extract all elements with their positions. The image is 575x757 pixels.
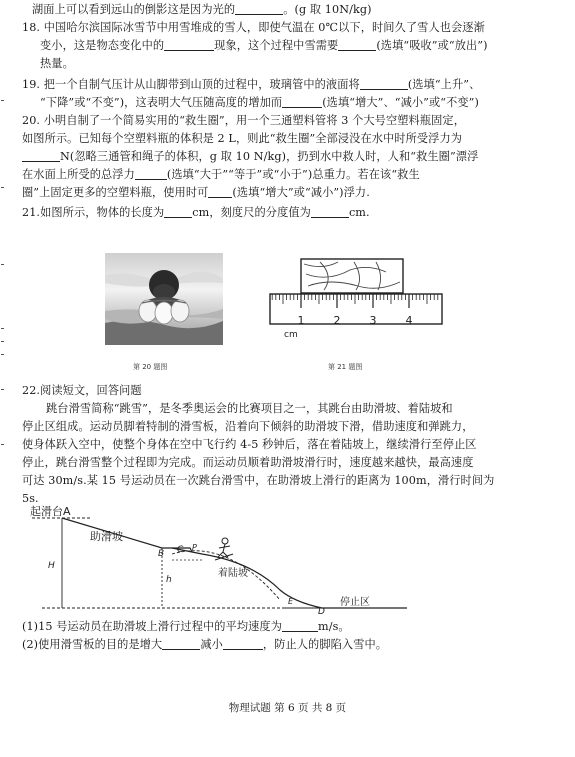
ruler-tick-label: 4	[405, 314, 413, 327]
bottle-icon	[171, 300, 189, 322]
question-19	[22, 78, 545, 92]
text-segment: (选填“大于”“等于”或“小于”)总重力。若在该“救生	[166, 168, 420, 181]
question-20-line-2: 如图所示。已知每个空塑料瓶的体积是 2 L，则此“救生圈”全部浸没在水中时所受浮力为	[22, 132, 463, 145]
answer-blank[interactable]	[135, 168, 167, 180]
passage-line: 可达 30m/s.某 15 号运动员在一次跳台滑雪中，在助滑坡上滑行的距离为 100m，滑行时间为	[22, 474, 495, 487]
answer-blank[interactable]	[208, 186, 232, 198]
question-18-line-3: 热量。	[40, 57, 74, 70]
question-20-line-4	[22, 168, 545, 182]
bottle-icon	[139, 300, 157, 322]
sub-question-2	[22, 638, 545, 652]
answer-blank[interactable]	[338, 39, 376, 51]
answer-blank[interactable]	[22, 150, 60, 162]
figure-20-photo	[105, 253, 223, 345]
text-segment: “下降”或“不变”)，这表明大气压随高度的增加而	[40, 96, 283, 109]
text-segment: (选填“上升”、	[407, 78, 481, 91]
label-P: P	[192, 543, 197, 552]
label-start-platform: 起滑台A	[30, 505, 71, 518]
label-C: C	[177, 545, 184, 555]
question-17-tail	[32, 3, 545, 17]
passage-line: 停止区组成。运动员脚着特制的滑雪板，沿着向下倾斜的助滑坡下滑，借助速度和弹跳力，	[22, 420, 474, 433]
sub-question-1	[22, 620, 545, 634]
question-18: 18. 中国哈尔滨国际冰雪节中用雪堆成的雪人，即使气温在 0℃以下，时间久了雪人也会逐渐	[22, 21, 485, 34]
label-D: D	[318, 607, 325, 614]
text-segment: 减小	[200, 638, 223, 651]
label-landing: 着陆坡	[218, 568, 248, 579]
text-segment: 圈”上固定更多的空塑料瓶，使用时可	[22, 186, 209, 199]
answer-blank[interactable]	[360, 78, 408, 90]
ski-jump-diagram	[22, 504, 414, 614]
label-H: H	[48, 561, 55, 571]
label-inrun: 助滑坡	[90, 530, 123, 543]
question-18-line-2	[40, 39, 545, 53]
label-h: h	[166, 575, 172, 585]
question-21	[22, 206, 545, 220]
text-segment: 。(g 取 10N/kg)	[283, 3, 372, 16]
text-segment: 在水面上所受的总浮力	[22, 168, 135, 181]
text-segment: N(忽略三通管和绳子的体积，g 取 10 N/kg)，扔到水中救人时，人和“救生圈”漂浮	[60, 150, 479, 163]
answer-blank[interactable]	[311, 206, 349, 218]
inrun-slope	[62, 518, 192, 552]
figure-21-ruler-diagram	[268, 256, 446, 342]
ruler-tick-label: 2	[333, 314, 341, 327]
text-segment: m/s。	[318, 620, 350, 633]
binding-margin-marks	[1, 0, 7, 757]
ruler	[270, 294, 442, 340]
answer-blank[interactable]	[162, 638, 200, 650]
text-segment: 现象，这个过程中雪需要	[214, 39, 339, 52]
question-20-line-3	[22, 150, 545, 164]
text-segment: 21.如图所示，物体的长度为	[22, 206, 165, 219]
label-B: B	[158, 549, 165, 559]
text-segment: 19. 把一个自制气压计从山脚带到山顶的过程中，玻璃管中的液面将	[22, 78, 360, 91]
answer-blank[interactable]	[235, 3, 283, 15]
label-stop-zone: 停止区	[340, 597, 370, 608]
text-segment: cm，刻度尺的分度值为	[192, 206, 311, 219]
answer-blank[interactable]	[282, 620, 318, 632]
answer-blank[interactable]	[282, 96, 322, 108]
text-segment: cm.	[348, 206, 370, 219]
text-segment: (选填“增大”或“减小”)浮力.	[232, 186, 370, 199]
question-20-line-5	[22, 186, 545, 200]
question-22-title: 22.阅读短文，回答问题	[22, 384, 142, 397]
answer-blank[interactable]	[164, 206, 192, 218]
question-20: 20. 小明自制了一个简易实用的“救生圈”，用一个三通塑料管将 3 个大号空塑料瓶固定，	[22, 114, 465, 127]
text-segment: ，防止人的脚陷入雪中。	[262, 638, 388, 651]
label-E: E	[288, 597, 294, 606]
figure-20-caption: 第 20 题图	[133, 363, 168, 371]
figure-21-caption: 第 21 题图	[328, 363, 363, 371]
ruler-tick-label: 3	[369, 314, 377, 327]
answer-blank[interactable]	[223, 638, 263, 650]
text-segment: (1)15 号运动员在助滑坡上滑行过程中的平均速度为	[22, 620, 282, 633]
bottle-icon	[155, 302, 173, 324]
passage-line: 5s.	[22, 492, 39, 505]
ruler-unit-label: cm	[284, 330, 298, 340]
question-19-line-2	[40, 96, 545, 110]
passage-line: 停止，跳台滑雪整个过程即为完成。而运动员顺着助滑坡滑行时，速度越来越快，最高速度	[22, 456, 474, 469]
passage-line: 跳台滑雪简称“跳雪”，是冬季奥运会的比赛项目之一，其跳台由助滑坡、着陆坡和	[46, 402, 453, 415]
text-segment: 湖面上可以看到远山的倒影这是因为光的	[32, 3, 236, 16]
text-segment: (选填“增大”、“减小”或“不变”)	[322, 96, 479, 109]
passage-line: 使身体跃入空中，使整个身体在空中飞行约 4-5 秒钟后，落在着陆坡上，继续滑行至停止区	[22, 438, 477, 451]
text-segment: (选填“吸收”或“放出”)	[376, 39, 488, 52]
text-segment: (2)使用滑雪板的目的是增大	[22, 638, 163, 651]
ruler-tick-label: 1	[297, 314, 305, 327]
page-footer: 物理试题 第 6 页 共 8 页	[228, 702, 347, 714]
answer-blank[interactable]	[164, 39, 214, 51]
text-segment: 变小，这是物态变化中的	[40, 39, 165, 52]
wooden-block	[301, 259, 403, 293]
